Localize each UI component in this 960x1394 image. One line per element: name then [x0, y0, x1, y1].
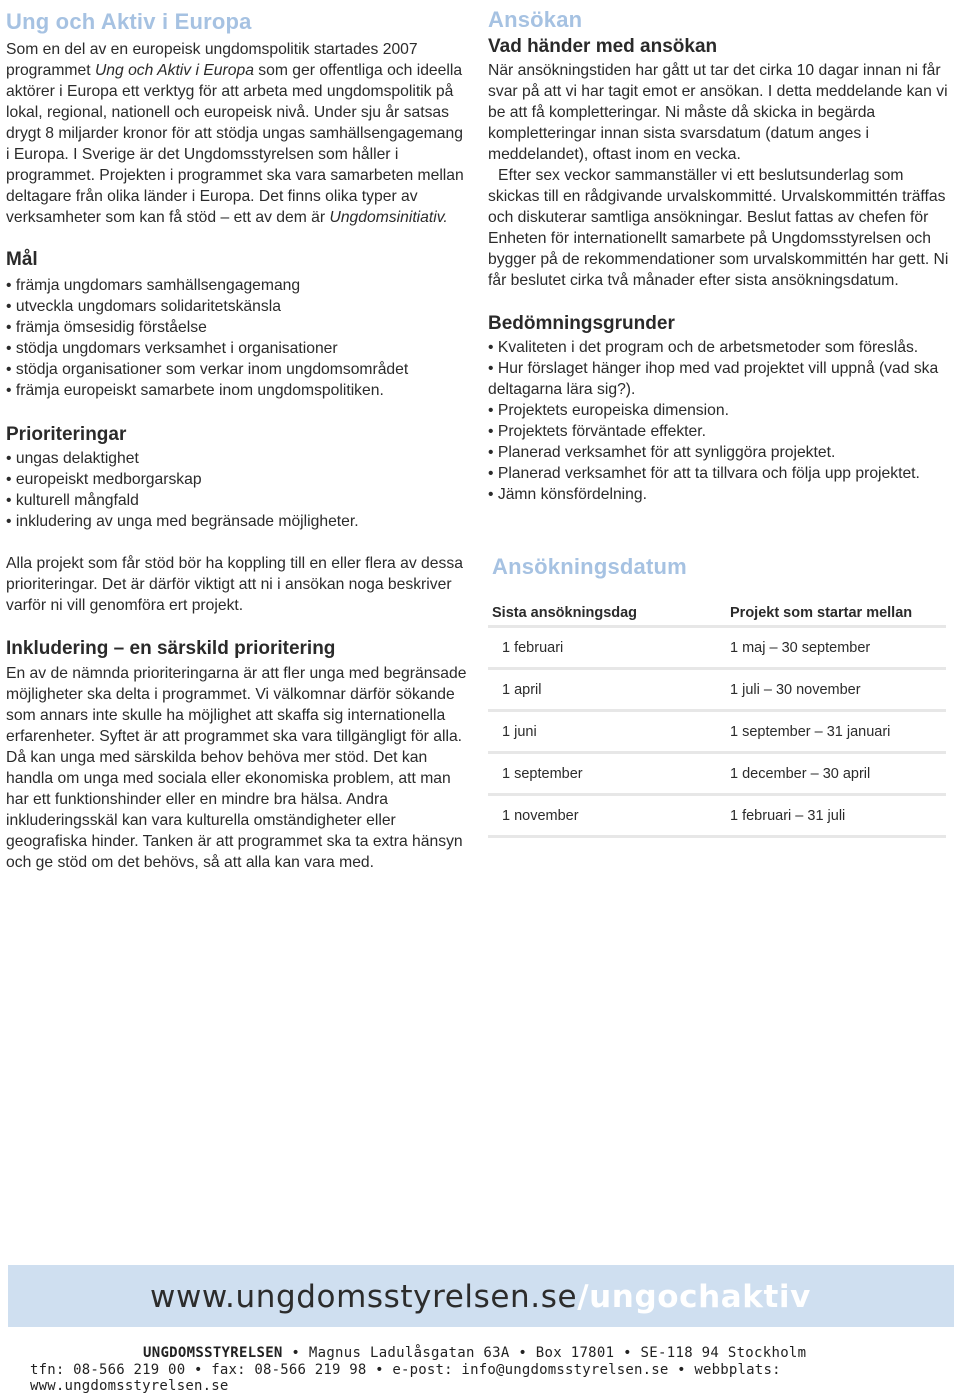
vad-hander-heading: Vad händer med ansökan [488, 36, 718, 57]
footer-org-name: UNGDOMSSTYRELSEN [143, 1345, 283, 1361]
cell-period: 1 februari – 31 juli [730, 807, 846, 824]
bedomningsgrunder-list [488, 337, 950, 505]
ansokningsdatum-table [488, 595, 946, 838]
section-title-ung-och-aktiv: Ung och Aktiv i Europa [6, 9, 252, 34]
list-item: • europeiskt medborgarskap [6, 469, 468, 490]
section-title-ansokan: Ansökan [488, 7, 583, 32]
footer-url[interactable] [150, 1279, 811, 1315]
prioriteringar-heading: Prioriteringar [6, 424, 127, 445]
list-item: • Kvaliteten i det program och de arbetsmetoder som föreslås. [488, 337, 950, 358]
list-item: • stödja ungdomars verksamhet i organisationer [6, 338, 468, 359]
cell-deadline: 1 april [502, 681, 542, 698]
inkludering-paragraph: En av de nämnda prioriteringarna är att fler unga med begränsade möjligheter ska delta i programmet. Vi välkomnar därför sökande som annars inte skulle ha möjlighet att skaffa sig internationella erfarenheter. Syftet är att programmet ska vara tillgängligt för alla. Då kan unga med särskilda behov behöva mer stöd. Det kan handla om unga med sociala eller ekonomiska problem, att man har ett funktionshinder eller en mindre bra hälsa. Andra inkluderingsskäl kan vara kulturella omständigheter eller geografiska hinder. Tanken är att programmet ska ta extra hänsyn och ge stöd om det behövs, så att alla kan vara med. [6, 665, 467, 871]
footer-contact: tfn: 08-566 219 00 • fax: 08-566 219 98 • e-post: info@ungdomsstyrelsen.se • webbplats: www.ungdomsstyrelsen.se [30, 1362, 781, 1394]
list-item: • utveckla ungdomars solidaritetskänsla [6, 296, 468, 317]
list-item: • Planerad verksamhet för att ta tillvara och följa upp projektet. [488, 463, 950, 484]
inkludering-heading: Inkludering – en särskild prioritering [6, 638, 336, 659]
vad-hander-paragraph-2: Efter sex veckor sammanställer vi ett beslutsunderlag som skickas till en rådgivande urvalskommitté. Urvalskommittén träffas och diskuterar samtliga ansökningar. Beslut fattas av chefen för Enheten för internationellt samarbete på Ungdomsstyrelsen och bygger på de rekommendationer som urvalskommittén har gett. Ni får beslutet cirka två månader efter sista ansökningsdatum. [488, 167, 949, 289]
table-row [488, 628, 946, 670]
list-item: • kulturell mångfald [6, 490, 468, 511]
table-row [488, 712, 946, 754]
cell-deadline: 1 september [502, 765, 583, 782]
bedomningsgrunder-heading: Bedömningsgrunder [488, 313, 675, 334]
cell-deadline: 1 november [502, 807, 579, 824]
cell-period: 1 december – 30 april [730, 765, 871, 782]
cell-period: 1 maj – 30 september [730, 639, 871, 656]
column-header-deadline: Sista ansökningsdag [492, 605, 638, 621]
mal-heading: Mål [6, 249, 38, 270]
column-header-period: Projekt som startar mellan [730, 605, 913, 621]
cell-deadline: 1 juni [502, 723, 537, 740]
footer-address-text: • Magnus Ladulåsgatan 63A • Box 17801 • SE-118 94 Stockholm [282, 1345, 807, 1361]
mal-list [6, 275, 468, 401]
table-row [488, 670, 946, 712]
list-item: • främja ömsesidig förståelse [6, 317, 468, 338]
list-item: • Projektets europeiska dimension. [488, 400, 950, 421]
list-item: • främja europeiskt samarbete inom ungdomspolitiken. [6, 380, 468, 401]
table-row [488, 796, 946, 838]
left-column [6, 0, 468, 873]
footer-address [143, 1345, 806, 1361]
prioriteringar-note: Alla projekt som får stöd bör ha koppling till en eller flera av dessa prioriteringar. Det är därför viktigt att ni i ansökan noga beskriver varför ni vill genomföra ert projekt. [6, 555, 463, 614]
list-item: • Projektets förväntade effekter. [488, 421, 950, 442]
cell-period: 1 juli – 30 november [730, 681, 861, 698]
list-item: • stödja organisationer som verkar inom ungdomsområdet [6, 359, 468, 380]
cell-deadline: 1 februari [502, 639, 564, 656]
footer-url-main[interactable]: www.ungdomsstyrelsen.se [150, 1279, 578, 1315]
prioriteringar-list [6, 448, 468, 532]
cell-period: 1 september – 31 januari [730, 723, 891, 740]
right-column [488, 0, 950, 838]
section-title-ansokningsdatum: Ansökningsdatum [492, 554, 687, 579]
list-item: • Jämn könsfördelning. [488, 484, 950, 505]
list-item: • främja ungdomars samhällsengagemang [6, 275, 468, 296]
intro-paragraph: Som en del av en europeisk ungdomspolitik startades 2007 programmet Ung och Aktiv i Europa som ger offentliga och ideella aktörer i Europa ett verktyg för att arbeta med ungdomspolitik på lokal, regional, nationell och europeisk nivå. Under sju år satsas drygt 8 miljarder kronor för att stödja ungas samhällsengagemang i Europa. I Sverige är det Ungdomsstyrelsen som håller i programmet. Projekten i programmet ska vara samarbeten mellan deltagare från olika länder i Europa. Det finns olika typer av verksamheter som kan få stöd – ett av dem är Ungdomsinitiativ. [6, 41, 464, 226]
list-item: • Hur förslaget hänger ihop med vad projektet vill uppnå (vad ska deltagarna lära sig?). [488, 358, 950, 400]
table-row [488, 754, 946, 796]
list-item: • ungas delaktighet [6, 448, 468, 469]
list-item: • Planerad verksamhet för att synliggöra projektet. [488, 442, 950, 463]
footer-url-suffix[interactable]: /ungochaktiv [577, 1279, 811, 1315]
vad-hander-paragraph-1: När ansökningstiden har gått ut tar det cirka 10 dagar innan ni får svar på att vi har tagit emot er ansökan. I detta meddelande kan vi be att få kompletteringar. Ni måste då skicka in begärda kompletteringar innan sista svarsdatum (datum anges i meddelandet), oftast inom en vecka. [488, 62, 948, 163]
table-header [488, 595, 946, 628]
list-item: • inkludering av unga med begränsade möjligheter. [6, 511, 468, 532]
